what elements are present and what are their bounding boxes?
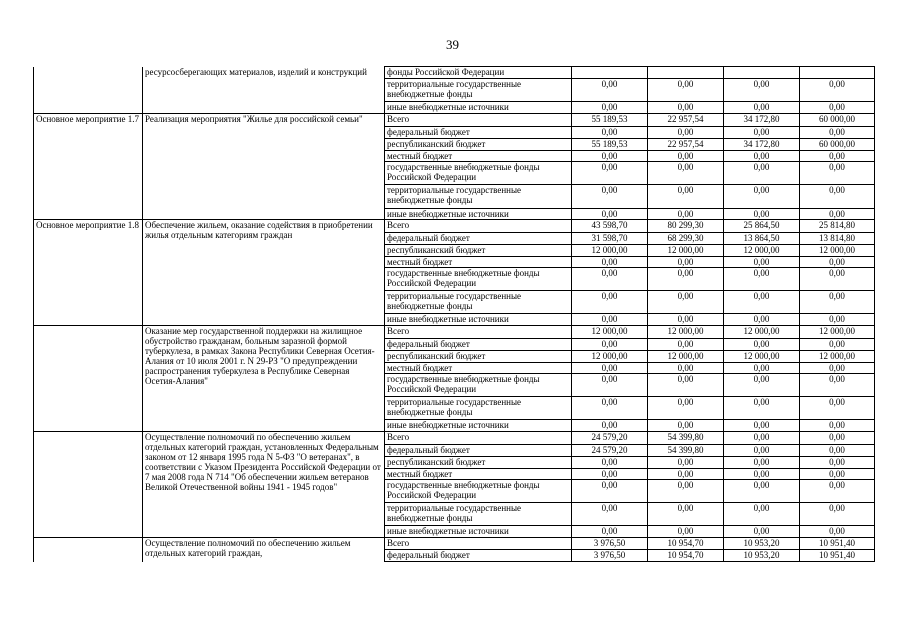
- amount-cell-1: 0,00: [572, 102, 648, 114]
- amount-cell-3: 0,00: [724, 480, 800, 503]
- amount-cell-2: 0,00: [648, 363, 724, 374]
- amount-cell-1: 0,00: [572, 127, 648, 139]
- amount-cell-3: 13 864,50: [724, 233, 800, 245]
- amount-cell-4: [800, 67, 875, 79]
- activity-code-cell: [34, 326, 143, 432]
- amount-cell-2: [648, 67, 724, 79]
- budget-table: [33, 66, 875, 562]
- funding-source-cell: Всего: [385, 538, 572, 550]
- amount-cell-3: 0,00: [724, 526, 800, 538]
- amount-cell-4: 0,00: [800, 79, 875, 102]
- amount-cell-3: 34 172,80: [724, 114, 800, 127]
- funding-source-cell: иные внебюджетные источники: [385, 314, 572, 326]
- amount-cell-2: 0,00: [648, 268, 724, 291]
- funding-source-cell: иные внебюджетные источники: [385, 420, 572, 432]
- amount-cell-1: 0,00: [572, 374, 648, 397]
- activity-description-cell: Осуществление полномочий по обеспечению жильем отдельных категорий граждан, установленных Федеральным законом от 12 января 1995 года N 5-ФЗ "О ветеранах", в соответствии с Указом Президента Российской Федерации от 7 мая 2008 года N 714 "Об обеспечении жильем ветеранов Великой Отечественной войны 1941 - 1945 годов": [143, 432, 385, 538]
- amount-cell-1: 0,00: [572, 79, 648, 102]
- funding-source-cell: местный бюджет: [385, 151, 572, 162]
- funding-source-cell: иные внебюджетные источники: [385, 102, 572, 114]
- amount-cell-3: 10 953,20: [724, 550, 800, 562]
- amount-cell-2: 12 000,00: [648, 326, 724, 339]
- amount-cell-1: 0,00: [572, 526, 648, 538]
- amount-cell-2: 0,00: [648, 102, 724, 114]
- amount-cell-4: 0,00: [800, 257, 875, 268]
- amount-cell-4: 0,00: [800, 397, 875, 420]
- amount-cell-2: 0,00: [648, 420, 724, 432]
- amount-cell-3: 0,00: [724, 420, 800, 432]
- amount-cell-2: 0,00: [648, 469, 724, 480]
- amount-cell-2: 0,00: [648, 185, 724, 209]
- amount-cell-2: 0,00: [648, 314, 724, 326]
- amount-cell-1: 43 598,70: [572, 220, 648, 233]
- activity-code-cell: Основное мероприятие 1.8: [34, 220, 143, 326]
- amount-cell-1: 0,00: [572, 314, 648, 326]
- amount-cell-2: 0,00: [648, 397, 724, 420]
- funding-source-cell: федеральный бюджет: [385, 127, 572, 139]
- activity-description-cell: Оказание мер государственной поддержки на жилищное обустройство гражданам, больным заразной формой туберкулеза, в рамках Закона Республики Северная Осетия-Алания от 10 июля 2001 г. N 29-РЗ "О предупреждении распространения туберкулеза в Республике Северная Осетия-Алания": [143, 326, 385, 432]
- amount-cell-4: 0,00: [800, 469, 875, 480]
- amount-cell-4: 0,00: [800, 432, 875, 445]
- funding-source-cell: федеральный бюджет: [385, 550, 572, 562]
- amount-cell-2: 0,00: [648, 151, 724, 162]
- amount-cell-3: 0,00: [724, 397, 800, 420]
- amount-cell-3: 0,00: [724, 127, 800, 139]
- activity-description-cell: Осуществление полномочий по обеспечению жильем отдельных категорий граждан,: [143, 538, 385, 562]
- amount-cell-1: 0,00: [572, 397, 648, 420]
- amount-cell-4: 10 951,40: [800, 550, 875, 562]
- amount-cell-1: 55 189,53: [572, 139, 648, 151]
- funding-source-cell: местный бюджет: [385, 363, 572, 374]
- funding-source-cell: территориальные государственные внебюджетные фонды: [385, 397, 572, 420]
- amount-cell-1: 12 000,00: [572, 326, 648, 339]
- amount-cell-2: 68 299,30: [648, 233, 724, 245]
- activity-description-cell: Обеспечение жильем, оказание содействия в приобретении жилья отдельным категориям граждан: [143, 220, 385, 326]
- amount-cell-4: 0,00: [800, 102, 875, 114]
- amount-cell-4: 25 814,80: [800, 220, 875, 233]
- table-row: [34, 114, 875, 127]
- amount-cell-4: 60 000,00: [800, 139, 875, 151]
- amount-cell-1: 0,00: [572, 162, 648, 185]
- funding-source-cell: территориальные государственные внебюджетные фонды: [385, 291, 572, 314]
- amount-cell-1: 24 579,20: [572, 445, 648, 457]
- amount-cell-1: 55 189,53: [572, 114, 648, 127]
- amount-cell-3: 12 000,00: [724, 351, 800, 363]
- funding-source-cell: федеральный бюджет: [385, 445, 572, 457]
- amount-cell-4: 0,00: [800, 314, 875, 326]
- activity-code-cell: [34, 538, 143, 562]
- amount-cell-1: 0,00: [572, 291, 648, 314]
- funding-source-cell: иные внебюджетные источники: [385, 209, 572, 220]
- amount-cell-1: 0,00: [572, 151, 648, 162]
- funding-source-cell: местный бюджет: [385, 257, 572, 268]
- amount-cell-4: 12 000,00: [800, 351, 875, 363]
- amount-cell-1: 0,00: [572, 339, 648, 351]
- amount-cell-3: 0,00: [724, 457, 800, 469]
- amount-cell-3: 0,00: [724, 314, 800, 326]
- amount-cell-4: 0,00: [800, 457, 875, 469]
- amount-cell-1: 0,00: [572, 185, 648, 209]
- funding-source-cell: территориальные государственные внебюджетные фонды: [385, 185, 572, 209]
- amount-cell-3: 0,00: [724, 374, 800, 397]
- amount-cell-3: 0,00: [724, 151, 800, 162]
- amount-cell-1: [572, 67, 648, 79]
- activity-code-cell: [34, 432, 143, 538]
- amount-cell-2: 10 954,70: [648, 550, 724, 562]
- amount-cell-3: [724, 67, 800, 79]
- amount-cell-4: 0,00: [800, 420, 875, 432]
- funding-source-cell: фонды Российской Федерации: [385, 67, 572, 79]
- funding-source-cell: государственные внебюджетные фонды Российской Федерации: [385, 374, 572, 397]
- amount-cell-3: 0,00: [724, 363, 800, 374]
- amount-cell-1: 12 000,00: [572, 245, 648, 257]
- amount-cell-4: 0,00: [800, 363, 875, 374]
- amount-cell-3: 0,00: [724, 162, 800, 185]
- amount-cell-2: 0,00: [648, 257, 724, 268]
- funding-source-cell: местный бюджет: [385, 469, 572, 480]
- amount-cell-3: 0,00: [724, 445, 800, 457]
- page-number: 39: [446, 37, 459, 52]
- amount-cell-3: 0,00: [724, 79, 800, 102]
- amount-cell-2: 0,00: [648, 480, 724, 503]
- amount-cell-4: 10 951,40: [800, 538, 875, 550]
- amount-cell-3: 0,00: [724, 469, 800, 480]
- amount-cell-4: 0,00: [800, 445, 875, 457]
- amount-cell-4: 12 000,00: [800, 326, 875, 339]
- funding-source-cell: республиканский бюджет: [385, 351, 572, 363]
- funding-source-cell: федеральный бюджет: [385, 339, 572, 351]
- amount-cell-2: 0,00: [648, 374, 724, 397]
- amount-cell-3: 25 864,50: [724, 220, 800, 233]
- funding-source-cell: республиканский бюджет: [385, 245, 572, 257]
- amount-cell-2: 0,00: [648, 503, 724, 526]
- amount-cell-4: 0,00: [800, 526, 875, 538]
- amount-cell-3: 0,00: [724, 432, 800, 445]
- activity-description-cell: Реализация мероприятия "Жилье для российской семьи": [143, 114, 385, 220]
- amount-cell-4: 0,00: [800, 268, 875, 291]
- funding-source-cell: государственные внебюджетные фонды Российской Федерации: [385, 480, 572, 503]
- amount-cell-1: 3 976,50: [572, 550, 648, 562]
- table-row: [34, 67, 875, 79]
- amount-cell-1: 31 598,70: [572, 233, 648, 245]
- amount-cell-1: 0,00: [572, 480, 648, 503]
- amount-cell-2: 22 957,54: [648, 114, 724, 127]
- funding-source-cell: государственные внебюджетные фонды Российской Федерации: [385, 268, 572, 291]
- table-row: [34, 432, 875, 445]
- amount-cell-3: 34 172,80: [724, 139, 800, 151]
- amount-cell-2: 0,00: [648, 162, 724, 185]
- activity-code-cell: Основное мероприятие 1.7: [34, 114, 143, 220]
- amount-cell-1: 12 000,00: [572, 351, 648, 363]
- amount-cell-3: 12 000,00: [724, 326, 800, 339]
- amount-cell-1: 0,00: [572, 457, 648, 469]
- amount-cell-3: 0,00: [724, 102, 800, 114]
- amount-cell-2: 80 299,30: [648, 220, 724, 233]
- amount-cell-1: 0,00: [572, 503, 648, 526]
- amount-cell-2: 0,00: [648, 291, 724, 314]
- amount-cell-2: 0,00: [648, 209, 724, 220]
- amount-cell-4: 13 814,80: [800, 233, 875, 245]
- amount-cell-3: 0,00: [724, 257, 800, 268]
- amount-cell-1: 0,00: [572, 363, 648, 374]
- amount-cell-1: 0,00: [572, 268, 648, 291]
- table-row: [34, 326, 875, 339]
- amount-cell-2: 12 000,00: [648, 245, 724, 257]
- amount-cell-2: 0,00: [648, 339, 724, 351]
- amount-cell-4: 0,00: [800, 209, 875, 220]
- amount-cell-3: 0,00: [724, 291, 800, 314]
- funding-source-cell: федеральный бюджет: [385, 233, 572, 245]
- amount-cell-2: 0,00: [648, 457, 724, 469]
- amount-cell-3: 0,00: [724, 268, 800, 291]
- amount-cell-3: 0,00: [724, 503, 800, 526]
- table-row: [34, 538, 875, 550]
- activity-description-cell: ресурсосберегающих материалов, изделий и конструкций: [143, 67, 385, 114]
- table-row: [34, 220, 875, 233]
- amount-cell-4: 12 000,00: [800, 245, 875, 257]
- amount-cell-3: 12 000,00: [724, 245, 800, 257]
- activity-code-cell: [34, 67, 143, 114]
- amount-cell-4: 0,00: [800, 480, 875, 503]
- amount-cell-4: 0,00: [800, 151, 875, 162]
- amount-cell-2: 0,00: [648, 127, 724, 139]
- amount-cell-1: 3 976,50: [572, 538, 648, 550]
- amount-cell-2: 54 399,80: [648, 445, 724, 457]
- funding-source-cell: Всего: [385, 326, 572, 339]
- amount-cell-1: 0,00: [572, 420, 648, 432]
- amount-cell-3: 10 953,20: [724, 538, 800, 550]
- funding-source-cell: Всего: [385, 114, 572, 127]
- amount-cell-3: 0,00: [724, 185, 800, 209]
- amount-cell-4: 60 000,00: [800, 114, 875, 127]
- funding-source-cell: территориальные государственные внебюджетные фонды: [385, 79, 572, 102]
- amount-cell-4: 0,00: [800, 291, 875, 314]
- amount-cell-4: 0,00: [800, 185, 875, 209]
- funding-source-cell: Всего: [385, 432, 572, 445]
- amount-cell-1: 0,00: [572, 209, 648, 220]
- funding-source-cell: государственные внебюджетные фонды Российской Федерации: [385, 162, 572, 185]
- amount-cell-2: 54 399,80: [648, 432, 724, 445]
- amount-cell-2: 12 000,00: [648, 351, 724, 363]
- amount-cell-2: 10 954,70: [648, 538, 724, 550]
- amount-cell-4: 0,00: [800, 162, 875, 185]
- amount-cell-1: 0,00: [572, 469, 648, 480]
- amount-cell-4: 0,00: [800, 503, 875, 526]
- amount-cell-2: 22 957,54: [648, 139, 724, 151]
- amount-cell-4: 0,00: [800, 339, 875, 351]
- funding-source-cell: иные внебюджетные источники: [385, 526, 572, 538]
- amount-cell-1: 24 579,20: [572, 432, 648, 445]
- amount-cell-3: 0,00: [724, 209, 800, 220]
- amount-cell-1: 0,00: [572, 257, 648, 268]
- funding-source-cell: республиканский бюджет: [385, 139, 572, 151]
- funding-source-cell: территориальные государственные внебюджетные фонды: [385, 503, 572, 526]
- amount-cell-4: 0,00: [800, 127, 875, 139]
- funding-source-cell: Всего: [385, 220, 572, 233]
- amount-cell-2: 0,00: [648, 79, 724, 102]
- amount-cell-4: 0,00: [800, 374, 875, 397]
- amount-cell-2: 0,00: [648, 526, 724, 538]
- funding-source-cell: республиканский бюджет: [385, 457, 572, 469]
- amount-cell-3: 0,00: [724, 339, 800, 351]
